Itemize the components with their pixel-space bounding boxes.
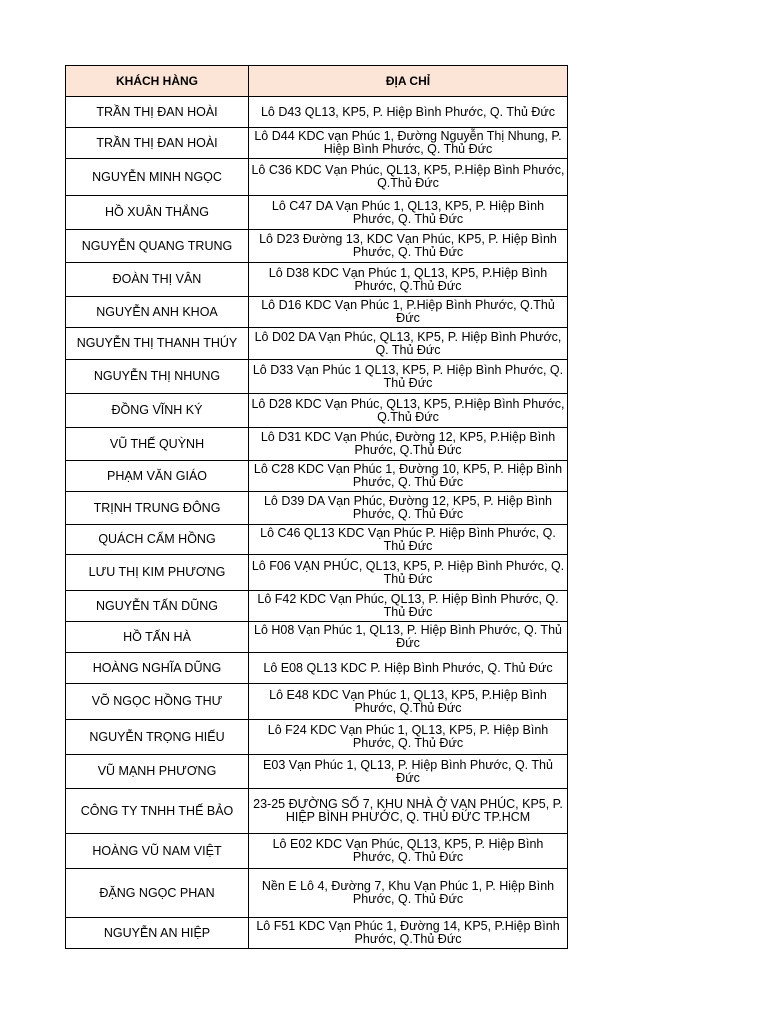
address-cell: Lô D44 KDC vạn Phúc 1, Đường Nguyễn Thị Nhung, P. Hiệp Bình Phước, Q. Thủ Đức bbox=[249, 128, 568, 159]
address-cell: Lô D33 Vạn Phúc 1 QL13, KP5, P. Hiệp Bình Phước, Q. Thủ Đức bbox=[249, 360, 568, 394]
table-row bbox=[66, 159, 568, 196]
table-row bbox=[66, 918, 568, 949]
customer-name-cell: NGUYỄN TRỌNG HIẾU bbox=[66, 720, 249, 755]
address-cell: Lô D38 KDC Vạn Phúc 1, QL13, KP5, P.Hiệp Bình Phước, Q.Thủ Đức bbox=[249, 263, 568, 297]
header-address: ĐỊA CHỈ bbox=[249, 66, 568, 97]
table-row bbox=[66, 394, 568, 428]
customer-name-cell: LƯU THỊ KIM PHƯƠNG bbox=[66, 555, 249, 591]
address-cell: Lô F42 KDC Vạn Phúc, QL13, P. Hiệp Bình Phước, Q. Thủ Đức bbox=[249, 591, 568, 622]
customer-name-cell: NGUYỄN AN HIỆP bbox=[66, 918, 249, 949]
header-customer: KHÁCH HÀNG bbox=[66, 66, 249, 97]
table-row bbox=[66, 525, 568, 555]
address-cell: Lô D31 KDC Vạn Phúc, Đường 12, KP5, P.Hiệp Bình Phước, Q.Thủ Đức bbox=[249, 428, 568, 461]
address-cell: Lô C28 KDC Vạn Phúc 1, Đường 10, KP5, P. Hiệp Bình Phước, Q. Thủ Đức bbox=[249, 461, 568, 492]
customer-name-cell: CÔNG TY TNHH THẾ BẢO bbox=[66, 789, 249, 834]
customer-name-cell: NGUYỄN QUANG TRUNG bbox=[66, 230, 249, 263]
address-cell: Lô H08 Vạn Phúc 1, QL13, P. Hiệp Bình Phước, Q. Thủ Đức bbox=[249, 622, 568, 653]
address-cell: Lô D39 DA Vạn Phúc, Đường 12, KP5, P. Hiệp Bình Phước, Q. Thủ Đức bbox=[249, 492, 568, 525]
table-row bbox=[66, 128, 568, 159]
customer-name-cell: QUÁCH CẨM HỒNG bbox=[66, 525, 249, 555]
table-row bbox=[66, 622, 568, 653]
address-cell: E03 Vạn Phúc 1, QL13, P. Hiệp Bình Phước, Q. Thủ Đức bbox=[249, 755, 568, 789]
address-cell: Lô C36 KDC Vạn Phúc, QL13, KP5, P.Hiệp Bình Phước, Q.Thủ Đức bbox=[249, 159, 568, 196]
address-cell: Lô F51 KDC Vạn Phúc 1, Đường 14, KP5, P.Hiệp Bình Phước, Q.Thủ Đức bbox=[249, 918, 568, 949]
table-row bbox=[66, 328, 568, 360]
customer-name-cell: ĐẶNG NGỌC PHAN bbox=[66, 869, 249, 918]
customer-address-table bbox=[65, 65, 568, 949]
customer-name-cell: VŨ THẾ QUỲNH bbox=[66, 428, 249, 461]
customer-name-cell: TRẦN THỊ ĐAN HOÀI bbox=[66, 128, 249, 159]
table-row bbox=[66, 869, 568, 918]
customer-name-cell: HỒ TẤN HÀ bbox=[66, 622, 249, 653]
customer-name-cell: ĐOÀN THỊ VÂN bbox=[66, 263, 249, 297]
table-row bbox=[66, 653, 568, 684]
address-cell: Lô D28 KDC Vạn Phúc, QL13, KP5, P.Hiệp Bình Phước, Q.Thủ Đức bbox=[249, 394, 568, 428]
address-cell: Lô F24 KDC Vạn Phúc 1, QL13, KP5, P. Hiệp Bình Phước, Q. Thủ Đức bbox=[249, 720, 568, 755]
address-cell: Lô D43 QL13, KP5, P. Hiệp Bình Phước, Q. Thủ Đức bbox=[249, 97, 568, 128]
address-cell: Lô C47 DA Vạn Phúc 1, QL13, KP5, P. Hiệp Bình Phước, Q. Thủ Đức bbox=[249, 196, 568, 230]
customer-name-cell: HỒ XUÂN THẮNG bbox=[66, 196, 249, 230]
table-row bbox=[66, 789, 568, 834]
table-row bbox=[66, 755, 568, 789]
customer-name-cell: NGUYỄN TẤN DŨNG bbox=[66, 591, 249, 622]
address-cell: 23-25 ĐƯỜNG SỐ 7, KHU NHÀ Ở VẠN PHÚC, KP5, P. HIỆP BÌNH PHƯỚC, Q. THỦ ĐỨC TP.HCM bbox=[249, 789, 568, 834]
table-row bbox=[66, 97, 568, 128]
table-row bbox=[66, 230, 568, 263]
customer-name-cell: NGUYỄN ANH KHOA bbox=[66, 297, 249, 328]
table-row bbox=[66, 492, 568, 525]
table-row bbox=[66, 196, 568, 230]
address-cell: Lô C46 QL13 KDC Vạn Phúc P. Hiệp Bình Phước, Q. Thủ Đức bbox=[249, 525, 568, 555]
customer-name-cell: ĐỒNG VĨNH KÝ bbox=[66, 394, 249, 428]
customer-name-cell: HOÀNG NGHĨA DŨNG bbox=[66, 653, 249, 684]
table-row bbox=[66, 297, 568, 328]
table-body bbox=[66, 97, 568, 949]
address-cell: Lô D16 KDC Vạn Phúc 1, P.Hiệp Bình Phước, Q.Thủ Đức bbox=[249, 297, 568, 328]
customer-name-cell: TRỊNH TRUNG ĐÔNG bbox=[66, 492, 249, 525]
customer-name-cell: HOÀNG VŨ NAM VIỆT bbox=[66, 834, 249, 869]
customer-name-cell: NGUYỄN THỊ NHUNG bbox=[66, 360, 249, 394]
address-cell: Lô D23 Đường 13, KDC Vạn Phúc, KP5, P. Hiệp Bình Phước, Q. Thủ Đức bbox=[249, 230, 568, 263]
header-row bbox=[66, 66, 568, 97]
address-cell: Lô E08 QL13 KDC P. Hiệp Bình Phước, Q. Thủ Đức bbox=[249, 653, 568, 684]
table-row bbox=[66, 555, 568, 591]
address-cell: Lô E48 KDC Vạn Phúc 1, QL13, KP5, P.Hiệp Bình Phước, Q.Thủ Đức bbox=[249, 684, 568, 720]
customer-name-cell: NGUYỄN MINH NGỌC bbox=[66, 159, 249, 196]
customer-name-cell: PHẠM VĂN GIÁO bbox=[66, 461, 249, 492]
customer-name-cell: VÕ NGỌC HỒNG THƯ bbox=[66, 684, 249, 720]
table-row bbox=[66, 428, 568, 461]
table-row bbox=[66, 461, 568, 492]
customer-name-cell: NGUYỄN THỊ THANH THÚY bbox=[66, 328, 249, 360]
table-row bbox=[66, 591, 568, 622]
address-cell: Lô D02 DA Vạn Phúc, QL13, KP5, P. Hiệp Bình Phước, Q. Thủ Đức bbox=[249, 328, 568, 360]
customer-name-cell: VŨ MẠNH PHƯƠNG bbox=[66, 755, 249, 789]
table-row bbox=[66, 263, 568, 297]
customer-name-cell: TRẦN THỊ ĐAN HOÀI bbox=[66, 97, 249, 128]
table-row bbox=[66, 684, 568, 720]
table-row bbox=[66, 834, 568, 869]
table-row bbox=[66, 360, 568, 394]
address-cell: Lô F06 VẠN PHÚC, QL13, KP5, P. Hiệp Bình Phước, Q. Thủ Đức bbox=[249, 555, 568, 591]
table-row bbox=[66, 720, 568, 755]
address-cell: Lô E02 KDC Vạn Phúc, QL13, KP5, P. Hiệp Bình Phước, Q. Thủ Đức bbox=[249, 834, 568, 869]
address-cell: Nền E Lô 4, Đường 7, Khu Vạn Phúc 1, P. Hiệp Bình Phước, Q. Thủ Đức bbox=[249, 869, 568, 918]
